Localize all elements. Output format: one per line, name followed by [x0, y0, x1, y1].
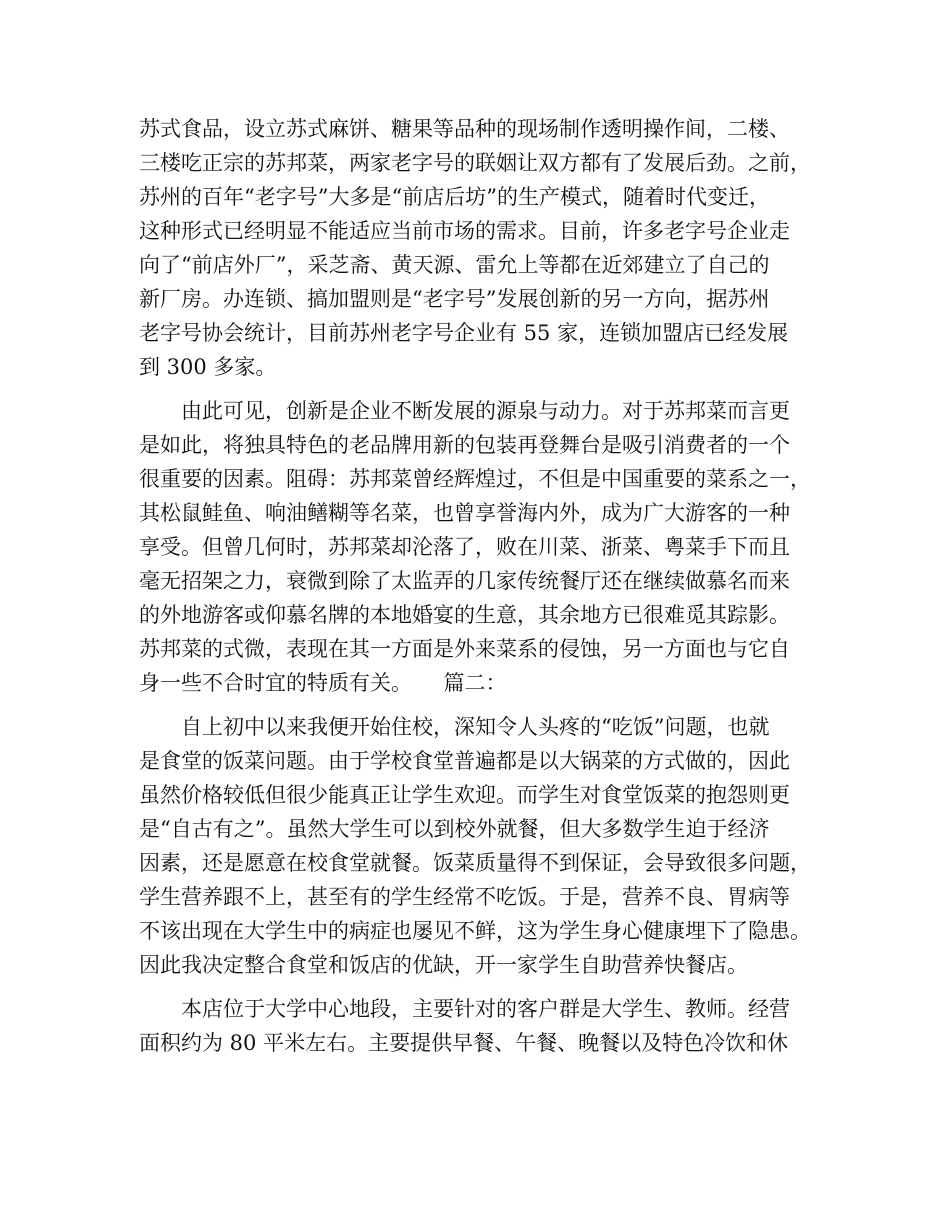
text-line: 苏邦菜的式微，表现在其一方面是外来菜系的侵蚀，另一方面也与它自	[139, 637, 790, 661]
text-line: 不该出现在大学生中的病症也屡见不鲜，这为学生身心健康埋下了隐患。	[139, 919, 811, 943]
text-line: 享受。但曾几何时，苏邦菜却沦落了，败在川菜、浙菜、粤菜手下而且	[139, 535, 790, 559]
text-line: 这种形式已经明显不能适应当前市场的需求。目前，许多老字号企业走	[139, 219, 790, 243]
text-line: 很重要的因素。阻碍：苏邦菜曾经辉煌过，不但是中国重要的菜系之一，	[139, 467, 811, 491]
text-line: 三楼吃正宗的苏邦菜，两家老字号的联姻让双方都有了发展后劲。之前，	[139, 151, 811, 175]
text-line: 是“自古有之”。虽然大学生可以到校外就餐，但大多数学生迫于经济	[139, 817, 770, 841]
text-line: 学生营养跟不上，甚至有的学生经常不吃饭。于是，营养不良、胃病等	[139, 885, 790, 909]
text-line: 面积约为 80 平米左右。主要提供早餐、午餐、晚餐以及特色冷饮和休	[139, 1031, 789, 1055]
text-line: 苏州的百年“老字号”大多是“前店后坊”的生产模式，随着时代变迁，	[139, 185, 770, 209]
text-line: 是食堂的饭菜问题。由于学校食堂普遍都是以大锅菜的方式做的，因此	[139, 749, 790, 773]
text-line: 虽然价格较低但很少能真正让学生欢迎。而学生对食堂饭菜的抱怨则更	[139, 783, 790, 807]
text-line: 新厂房。办连锁、搞加盟则是“老字号”发展创新的另一方向，据苏州	[139, 287, 770, 311]
text-line: 因素，还是愿意在校食堂就餐。饭菜质量得不到保证，会导致很多问题，	[139, 851, 811, 875]
document-body	[139, 112, 819, 1060]
text-line: 到 300 多家。	[139, 355, 277, 379]
text-line: 身一些不合时宜的特质有关。 篇二：	[139, 671, 507, 695]
text-line: 其松鼠鲑鱼、响油鳝糊等名菜，也曾享誉海内外，成为广大游客的一种	[139, 501, 790, 525]
text-line: 本店位于大学中心地段，主要针对的客户群是大学生、教师。经营	[139, 997, 790, 1021]
text-line: 自上初中以来我便开始住校，深知令人头疼的“吃饭”问题，也就	[139, 715, 770, 739]
text-line: 由此可见，创新是企业不断发展的源泉与动力。对于苏邦菜而言更	[139, 399, 790, 423]
text-line: 毫无招架之力，衰微到除了太监弄的几家传统餐厅还在继续做慕名而来	[139, 569, 790, 593]
text-line: 苏式食品，设立苏式麻饼、糖果等品种的现场制作透明操作间，二楼、	[139, 117, 790, 141]
text-line: 的外地游客或仰慕名牌的本地婚宴的生意，其余地方已很难觅其踪影。	[139, 603, 790, 627]
text-line: 因此我决定整合食堂和饭店的优缺，开一家学生自助营养快餐店。	[139, 953, 748, 977]
text-line: 向了“前店外厂”，采芝斋、黄天源、雷允上等都在近郊建立了自己的	[139, 253, 770, 277]
text-line: 是如此，将独具特色的老品牌用新的包装再登舞台是吸引消费者的一个	[139, 433, 790, 457]
text-line: 老字号协会统计，目前苏州老字号企业有 55 家，连锁加盟店已经发展	[139, 321, 789, 345]
